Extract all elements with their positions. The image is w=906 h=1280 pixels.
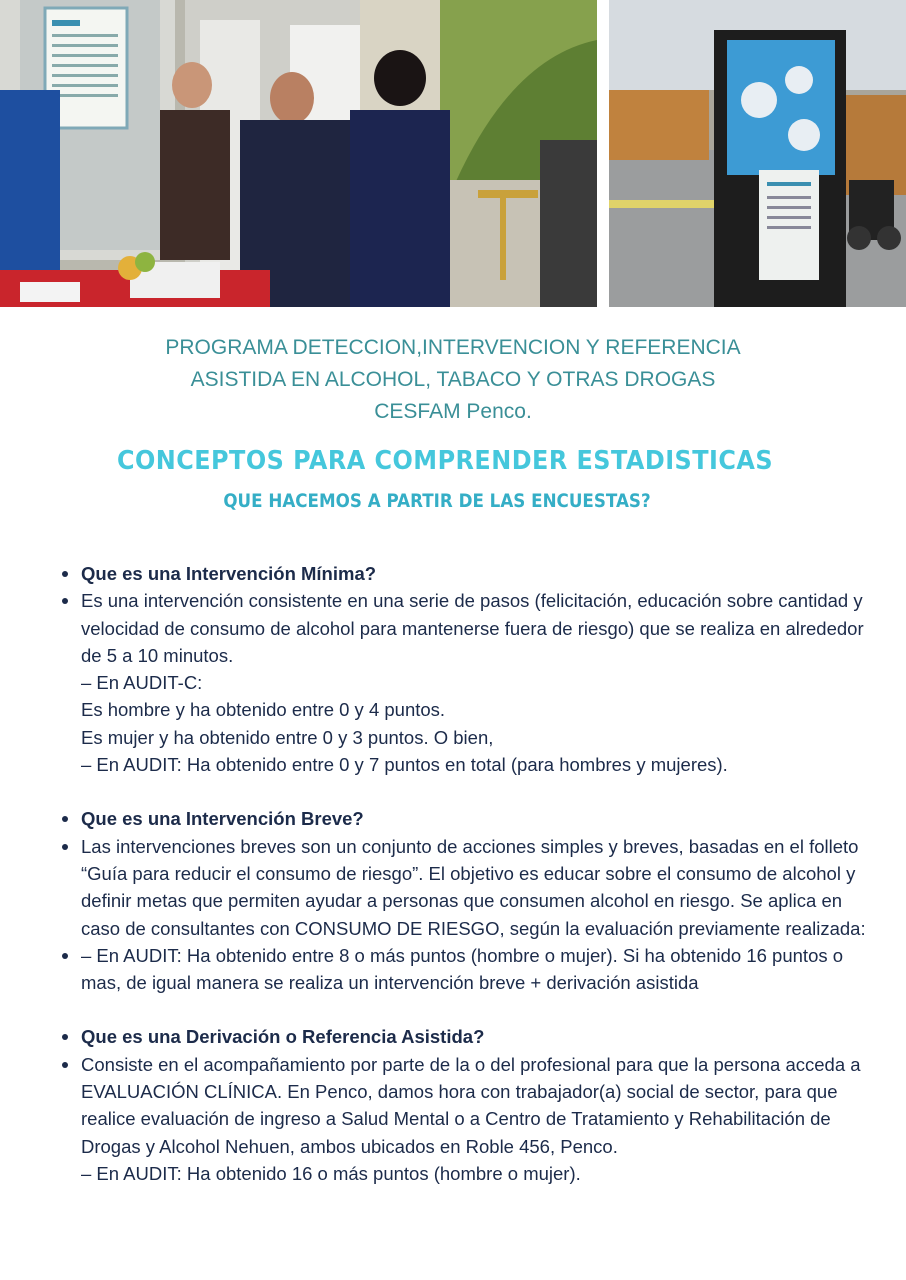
- audit-minima: – En AUDIT: Ha obtenido entre 0 y 7 puntos en total (para hombres y mujeres).: [81, 754, 728, 776]
- page-title: CONCEPTOS PARA COMPRENDER ESTADISTICAS: [116, 446, 774, 476]
- audit-c-label: – En AUDIT-C:: [81, 672, 203, 694]
- concepts-list: [81, 560, 871, 1187]
- answer-text: Es una intervención consistente en una serie de pasos (felicitación, educación sobre cantidad y velocidad de consumo de alcohol para mantenerse fuera de riesgo) que se realiza en alrededor de 5 a 10 minutos.: [81, 590, 864, 666]
- photo-strip: [0, 0, 906, 307]
- program-line-3: CESFAM Penco.: [374, 400, 532, 423]
- section-spacer: [81, 996, 871, 1023]
- section-spacer: [81, 778, 871, 805]
- program-header: [0, 332, 906, 428]
- photo-health-fair: [0, 0, 597, 307]
- audit-derivacion: – En AUDIT: Ha obtenido 16 o más puntos (hombre o mujer).: [81, 1162, 581, 1184]
- program-line-2: ASISTIDA EN ALCOHOL, TABACO Y OTRAS DROGAS: [190, 368, 716, 391]
- photo-info-board: [609, 0, 906, 307]
- audit-breve: – En AUDIT: Ha obtenido entre 8 o más puntos (hombre o mujer). Si ha obtenido 16 puntos o mas, de igual manera se realiza un intervención breve + derivación asistida: [81, 942, 871, 997]
- program-line-1: PROGRAMA DETECCION,INTERVENCION Y REFERENCIA: [165, 336, 741, 359]
- question-intervencion-minima: Que es una Intervención Mínima?: [81, 560, 871, 587]
- audit-c-hombre: Es hombre y ha obtenido entre 0 y 4 puntos.: [81, 699, 446, 721]
- question-derivacion-asistida: Que es una Derivación o Referencia Asistida?: [81, 1023, 871, 1050]
- answer-text: Consiste en el acompañamiento por parte de la o del profesional para que la persona acceda a EVALUACIÓN CLÍNICA. En Penco, damos hora con trabajador(a) social de sector, para que realice evaluación de ingreso a Salud Mental o a Centro de Tratamiento y Rehabilitación de Drogas y Alcohol Nehuen, ambos ubicados en Roble 456, Penco.: [81, 1053, 861, 1157]
- question-intervencion-breve: Que es una Intervención Breve?: [81, 805, 871, 832]
- page-subtitle: QUE HACEMOS A PARTIR DE LAS ENCUESTAS?: [223, 490, 651, 512]
- answer-intervencion-minima: [81, 587, 871, 778]
- answer-intervencion-breve: Las intervenciones breves son un conjunto de acciones simples y breves, basadas en el folleto “Guía para reducir el consumo de riesgo”. El objetivo es educar sobre el consumo de alcohol y definir metas que permiten ayudar a personas que consumen alcohol en riesgo. Se aplica en caso de consultantes con CONSUMO DE RIESGO, según la evaluación previamente realizada:: [81, 833, 871, 942]
- answer-derivacion-asistida: [81, 1051, 871, 1187]
- audit-c-mujer: Es mujer y ha obtenido entre 0 y 3 puntos. O bien,: [81, 726, 494, 748]
